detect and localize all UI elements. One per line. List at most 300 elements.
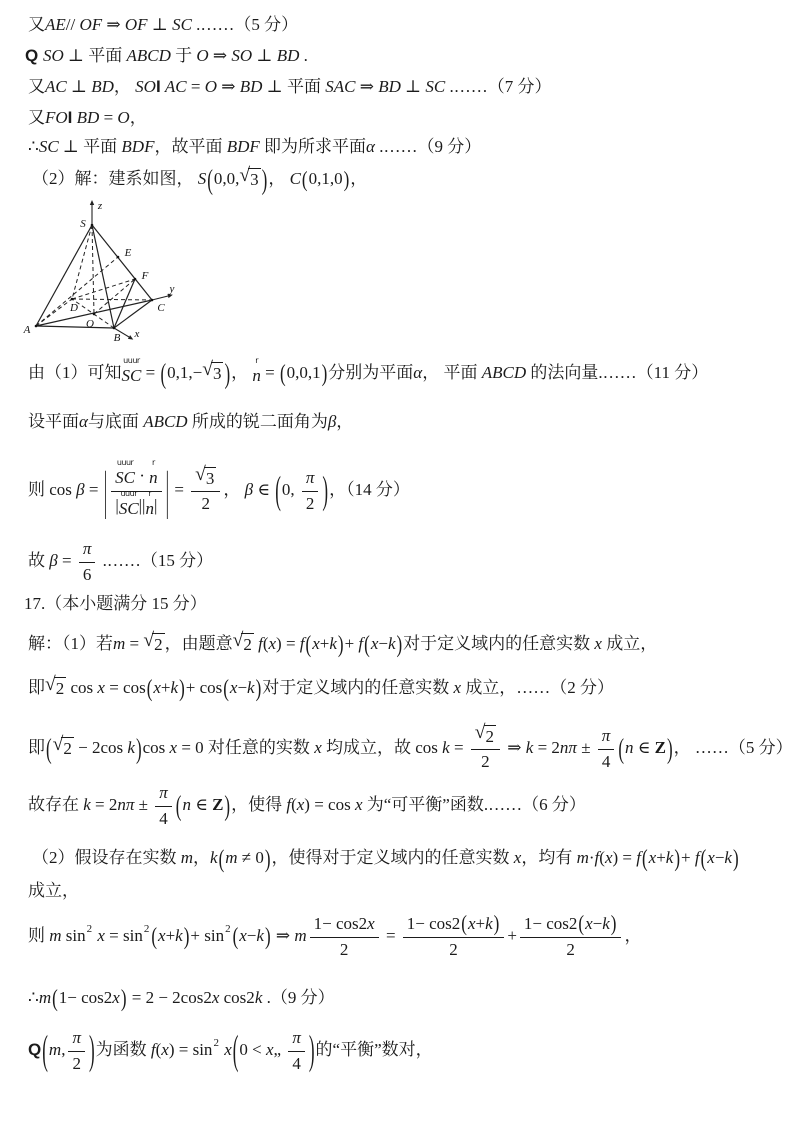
stretched-delimiter: ( xyxy=(279,359,286,387)
math-token: ⊥ 平面 xyxy=(262,77,326,97)
math-token: 6 xyxy=(82,564,92,584)
math-token: k xyxy=(210,848,218,868)
math-token: 又 xyxy=(28,15,45,35)
math-token: 1− cos2 xyxy=(406,914,461,934)
math-token: 2 xyxy=(55,678,65,698)
math-token: BDF xyxy=(121,137,155,157)
figure-label-S: S xyxy=(80,218,86,230)
fraction-denominator xyxy=(115,488,158,519)
radical-sign: √ xyxy=(202,358,213,380)
math-token: 2 xyxy=(481,752,490,771)
square-root xyxy=(202,358,223,384)
stretched-delimiter: ) xyxy=(610,911,617,937)
math-token: SC xyxy=(121,365,142,385)
math-token: O xyxy=(117,108,130,128)
math-token: BD xyxy=(378,77,401,97)
fraction-numerator xyxy=(111,458,162,491)
figure-label-z: z xyxy=(97,200,103,212)
stretched-delimiter: ) xyxy=(396,630,403,658)
math-token: π xyxy=(159,783,168,803)
math-token: .……（9 分） xyxy=(374,137,482,157)
fraction-numerator xyxy=(68,1026,85,1051)
fraction-numerator xyxy=(310,912,379,937)
math-token: x xyxy=(158,926,166,946)
math-token: 又 xyxy=(28,108,45,128)
vertex-dot-C xyxy=(151,299,154,302)
math-token: = sin xyxy=(104,926,143,946)
line-q17-header xyxy=(24,591,207,617)
math-token: k xyxy=(175,926,183,946)
stretched-delimiter: ( xyxy=(42,1027,48,1073)
math-token: ∈ xyxy=(253,480,275,500)
math-token: ABCD xyxy=(143,412,188,432)
math-token: k xyxy=(170,678,179,698)
math-token: ⊥ xyxy=(252,46,277,66)
fraction xyxy=(403,912,505,960)
math-token: ⇒ xyxy=(208,46,232,66)
stretched-delimiter: ) xyxy=(732,844,739,872)
math-token: π xyxy=(601,726,611,746)
math-token: 即 xyxy=(28,738,45,758)
stretched-delimiter: ) xyxy=(666,731,673,765)
math-token: | xyxy=(115,496,119,515)
math-token: 3 xyxy=(212,363,222,383)
math-token: SO xyxy=(135,77,156,97)
stretched-delimiter: ( xyxy=(223,674,229,702)
stretched-delimiter: ) xyxy=(183,922,190,950)
math-token: 0,0, xyxy=(213,169,240,189)
math-token: − xyxy=(714,848,725,868)
math-token: + xyxy=(475,914,486,934)
math-token: = xyxy=(141,363,160,383)
radical-sign: √ xyxy=(52,733,64,755)
fraction-denominator xyxy=(292,1052,301,1074)
stretched-delimiter: ) xyxy=(343,166,350,192)
fraction-numerator xyxy=(520,912,622,937)
line-beta-result xyxy=(28,536,213,586)
math-token: 1− cos2 xyxy=(313,914,368,934)
stretched-delimiter: ( xyxy=(461,911,467,937)
math-token: x xyxy=(266,1040,274,1060)
stretched-delimiter: ( xyxy=(301,166,308,192)
radical-sign: √ xyxy=(474,721,486,743)
stretched-delimiter: ) xyxy=(135,731,142,765)
stretched-delimiter: ) xyxy=(264,922,271,950)
math-token: f xyxy=(150,1040,156,1060)
math-token: ， xyxy=(113,77,136,97)
math-token: , xyxy=(61,1040,66,1060)
fraction xyxy=(288,1026,305,1074)
math-token: 则 xyxy=(28,926,50,946)
math-token: m xyxy=(38,988,52,1008)
math-token: π xyxy=(292,1028,301,1048)
math-token: x xyxy=(367,914,375,934)
figure-label-C: C xyxy=(157,302,165,314)
line-cosk-solve xyxy=(28,718,793,778)
math-token: 的“平衡”数对， xyxy=(315,1040,433,1060)
math-token: 0,1,0 xyxy=(308,169,343,189)
stretched-delimiter: ( xyxy=(52,984,58,1012)
math-token: AE xyxy=(45,15,66,35)
math-token: 2 xyxy=(213,1037,219,1050)
math-token: 即为所求平面 xyxy=(259,137,367,157)
math-token: 2 xyxy=(339,939,349,959)
math-token: k xyxy=(525,738,534,758)
math-token: ABCD xyxy=(481,363,527,383)
math-token: 4 xyxy=(292,1053,301,1073)
math-token: f xyxy=(299,634,305,654)
fraction-numerator xyxy=(155,781,172,806)
math-token: β xyxy=(244,480,254,500)
math-token: f xyxy=(253,634,263,654)
figure-pyramid-sabcd xyxy=(8,196,208,354)
line-balance-pair xyxy=(28,1010,433,1090)
math-token: k xyxy=(485,914,493,934)
math-token: 为“可平衡”函数.……（6 分） xyxy=(362,795,586,815)
figure-label-E: E xyxy=(124,247,132,259)
line-part2-setup-coords xyxy=(32,161,367,197)
math-token: S xyxy=(197,169,207,189)
math-token: = xyxy=(381,926,400,946)
stretched-delimiter: ) xyxy=(337,630,344,658)
stretched-delimiter: ) xyxy=(224,788,231,822)
math-token: Z xyxy=(654,738,666,758)
math-token: ⊥ 平面 xyxy=(63,46,127,66)
math-token: x xyxy=(169,738,178,758)
math-token: β xyxy=(327,412,337,432)
math-token: = xyxy=(449,738,468,758)
math-token: 故 xyxy=(28,551,50,571)
square-root xyxy=(52,733,74,759)
math-token: k xyxy=(442,738,450,758)
math-token: π xyxy=(82,539,92,559)
stretched-delimiter: ( xyxy=(641,844,648,872)
stretched-delimiter: ) xyxy=(224,356,231,390)
line-fo-cap-bd xyxy=(28,105,147,131)
radical-sign: √ xyxy=(45,673,56,695)
stretched-delimiter: ) xyxy=(321,359,328,387)
radical-sign: √ xyxy=(232,629,244,651)
math-token: + xyxy=(344,634,359,654)
math-token: 0,0,1 xyxy=(286,363,321,383)
math-token: 成立， xyxy=(28,881,79,901)
math-token: ⇒ xyxy=(102,15,125,35)
fraction-denominator xyxy=(340,938,349,960)
math-token: ⇒ xyxy=(217,77,240,97)
vector-base xyxy=(122,365,142,386)
square-root xyxy=(143,629,164,655)
math-token: 则 cos xyxy=(28,480,77,500)
stretched-delimiter: ) xyxy=(88,1027,95,1073)
vector-notation xyxy=(149,458,158,488)
math-token: ，由题意 xyxy=(164,634,233,654)
math-token: x xyxy=(312,634,320,654)
math-token: 2 xyxy=(143,923,150,936)
math-token: = xyxy=(57,551,76,571)
stretched-delimiter: ( xyxy=(618,731,624,765)
math-token: 2 xyxy=(243,634,252,654)
math-token: + xyxy=(160,678,171,698)
math-token: 3 xyxy=(205,468,215,488)
line-cosx-identity xyxy=(28,670,614,706)
math-token: + xyxy=(507,926,517,946)
math-token: = xyxy=(125,634,144,654)
math-token: x xyxy=(153,678,161,698)
math-token: 4 xyxy=(601,751,611,771)
math-token: 2 xyxy=(485,726,495,746)
math-token: ⊥ xyxy=(66,77,92,97)
math-token: ，使得 xyxy=(231,795,287,815)
math-token: .……（15 分） xyxy=(98,551,214,571)
vector-arrow-glyph: uuur xyxy=(120,488,137,498)
hidden-edge-SO xyxy=(92,225,94,314)
math-token: cos xyxy=(66,678,98,698)
math-token: 解：（1）若 xyxy=(28,634,113,654)
math-token: β xyxy=(49,551,58,571)
math-token: ( xyxy=(291,795,297,815)
math-token: k xyxy=(329,634,337,654)
math-token: x xyxy=(211,988,220,1008)
math-token: 2 xyxy=(63,738,72,758)
math-token: 即 xyxy=(28,678,45,698)
math-token: ) = cos xyxy=(304,795,355,815)
math-token: BD xyxy=(239,77,263,97)
math-token: 2 xyxy=(566,939,575,959)
math-token: （2）解：建系如图， xyxy=(32,169,198,189)
fraction xyxy=(310,912,379,960)
fraction-denominator xyxy=(72,1052,81,1074)
stretched-delimiter: ) xyxy=(179,674,185,702)
fraction xyxy=(155,781,172,829)
math-token: ， xyxy=(350,169,368,189)
math-token: + xyxy=(681,848,695,868)
math-token: f xyxy=(594,848,600,868)
math-token: ( xyxy=(155,1040,162,1060)
math-token: − xyxy=(378,634,388,654)
math-token: AC xyxy=(164,77,187,97)
stretched-delimiter: ( xyxy=(151,922,158,950)
math-token: = xyxy=(170,480,189,500)
math-token: || xyxy=(138,496,146,515)
math-token: nπ xyxy=(559,738,577,758)
math-token: m xyxy=(113,634,126,654)
math-token: ( xyxy=(262,634,269,654)
math-token: .（9 分） xyxy=(262,988,335,1008)
vector-arrow-glyph: r xyxy=(148,488,152,498)
math-token: 4 xyxy=(159,808,168,828)
stretched-delimiter: ( xyxy=(578,911,585,937)
math-token: x xyxy=(229,678,238,698)
math-token: n xyxy=(625,738,634,758)
math-token: 1− cos2 xyxy=(58,988,113,1008)
figure-label-D: D xyxy=(70,302,78,314)
line-dihedral-setup xyxy=(28,409,353,435)
vector-notation xyxy=(118,488,139,519)
vector-base xyxy=(252,365,261,386)
math-token: x xyxy=(97,926,105,946)
math-token: 与底面 xyxy=(87,412,144,432)
math-token: 1− cos2 xyxy=(523,914,578,934)
math-token: ， xyxy=(231,363,253,383)
math-token: 设平面 xyxy=(28,412,79,432)
math-token: x xyxy=(585,914,593,934)
math-token: . xyxy=(299,46,308,66)
math-token: + xyxy=(656,848,666,868)
math-token: ⇒ xyxy=(355,77,379,97)
fraction-numerator xyxy=(471,721,500,750)
figure-label-y: y xyxy=(169,283,175,295)
math-token: 对于定义域内的任意实数 xyxy=(262,678,454,698)
vector-notation xyxy=(115,458,135,488)
math-token: 均成立，故 cos xyxy=(321,738,443,758)
line-cos-beta-formula xyxy=(28,450,410,530)
math-token: Q xyxy=(28,1040,42,1060)
math-token: · xyxy=(134,465,150,485)
stretched-delimiter: ) xyxy=(493,911,500,937)
math-token: α xyxy=(413,363,423,383)
fraction-denominator xyxy=(202,492,211,514)
stretched-delimiter: ) xyxy=(322,468,329,512)
math-token: x xyxy=(648,848,657,868)
math-token: 2 xyxy=(201,494,211,513)
math-token: − xyxy=(592,914,603,934)
math-token: cos2 xyxy=(219,988,255,1008)
math-token: x xyxy=(296,795,305,815)
math-token: | xyxy=(153,496,158,515)
math-token: m xyxy=(576,848,589,868)
vertex-dot-F xyxy=(134,278,137,281)
math-token: x xyxy=(314,738,322,758)
math-token: SC xyxy=(115,468,135,488)
math-token: .……（5 分） xyxy=(191,15,299,35)
math-token: + xyxy=(319,634,330,654)
stretched-delimiter: ) xyxy=(308,1027,315,1073)
math-token: 由（1）可知 xyxy=(28,363,122,383)
math-token: OF xyxy=(79,15,103,35)
line-exists-k xyxy=(28,776,586,834)
math-token: − xyxy=(246,926,257,946)
math-token: ， xyxy=(624,926,642,946)
math-token: 故存在 xyxy=(28,795,84,815)
stretched-delimiter: ( xyxy=(700,844,707,872)
math-token: SC xyxy=(118,498,139,518)
math-token: cos xyxy=(142,738,170,758)
math-token: C xyxy=(289,169,301,189)
math-token: = 2 xyxy=(533,738,560,758)
vector-arrow-glyph: uuur xyxy=(116,458,134,468)
math-token: ± xyxy=(134,795,153,815)
math-token: ∈ xyxy=(190,795,213,815)
vector-notation xyxy=(121,355,142,386)
math-token: ， xyxy=(268,169,290,189)
math-token: 3 xyxy=(250,169,259,189)
math-token: 0,1,− xyxy=(167,363,203,383)
math-token: x xyxy=(604,848,613,868)
square-root xyxy=(474,721,496,747)
math-token: 的法向量.……（11 分） xyxy=(526,363,709,383)
stretched-delimiter: ) xyxy=(674,844,681,872)
math-token: m xyxy=(225,848,238,868)
square-root xyxy=(232,629,254,655)
math-token: k xyxy=(254,988,263,1008)
math-token: 成立，……（2 分） xyxy=(461,678,615,698)
math-token: x xyxy=(707,848,715,868)
math-token: n xyxy=(182,795,191,815)
math-token: SC xyxy=(425,77,446,97)
line-sc-perp-plane-bdf xyxy=(28,134,481,160)
vertex-dot-A xyxy=(35,325,38,328)
math-token: ∴ xyxy=(28,988,39,1008)
math-token: 2 xyxy=(225,923,231,936)
math-token: k xyxy=(665,848,674,868)
math-token: ⊥ 平面 xyxy=(58,137,122,157)
math-token: 2 xyxy=(86,923,93,936)
math-token: O xyxy=(196,46,209,66)
math-token: I xyxy=(67,108,73,128)
math-token: f xyxy=(636,848,641,868)
math-token: f xyxy=(694,848,700,868)
math-token: .……（7 分） xyxy=(445,77,552,97)
line-q17-part1-setup xyxy=(28,626,657,662)
math-token: x xyxy=(513,848,522,868)
math-token: ，故平面 xyxy=(154,137,227,157)
fraction-denominator xyxy=(159,807,168,829)
vertex-dot-D xyxy=(71,298,74,301)
edge-AB xyxy=(36,326,114,328)
math-token: α xyxy=(79,412,88,432)
math-token: ， xyxy=(129,108,147,128)
fraction xyxy=(68,1026,85,1074)
math-token: k xyxy=(724,848,732,868)
fraction xyxy=(79,537,96,585)
math-token: k xyxy=(387,634,396,654)
math-token: − 2cos xyxy=(73,738,128,758)
figure-label-x: x xyxy=(134,328,140,340)
math-token: ± xyxy=(576,738,595,758)
math-token: ) = xyxy=(276,634,300,654)
math-token: I xyxy=(155,77,161,97)
vertex-dot-E xyxy=(117,256,120,259)
stretched-delimiter: ( xyxy=(275,468,281,512)
fraction-denominator xyxy=(306,492,315,514)
figure-label-O: O xyxy=(86,318,94,330)
vector-base xyxy=(119,498,139,519)
math-token: 成立， xyxy=(601,634,658,654)
math-token: ⊥ xyxy=(400,77,426,97)
math-token: BD xyxy=(76,108,100,128)
math-token: ( xyxy=(599,848,605,868)
fraction-numerator xyxy=(302,466,319,491)
math-token: α xyxy=(366,137,375,157)
math-token: x xyxy=(453,678,462,698)
stretched-delimiter: ( xyxy=(232,922,239,950)
stretched-delimiter: ( xyxy=(305,630,312,658)
math-token: x xyxy=(370,634,379,654)
math-token: 2 xyxy=(305,493,315,513)
math-token: · xyxy=(588,848,595,868)
math-token: AC xyxy=(45,77,67,97)
math-token: k xyxy=(127,738,135,758)
math-token: x xyxy=(97,678,105,698)
fraction-numerator xyxy=(79,537,96,562)
figure-label-B: B xyxy=(113,332,121,344)
vector-arrow-glyph: r xyxy=(152,458,155,468)
math-token: = 2 xyxy=(90,795,118,815)
math-token: + xyxy=(165,926,176,946)
math-token: ⇒ xyxy=(271,926,295,946)
math-token: nπ xyxy=(117,795,135,815)
line-msin2-expand xyxy=(28,900,641,972)
